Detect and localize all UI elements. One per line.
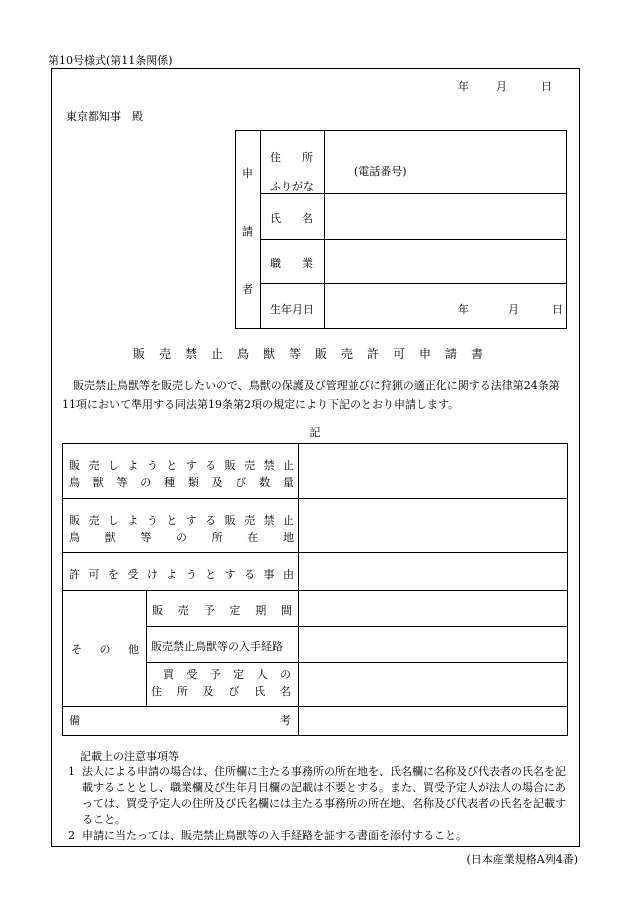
applicant-side-char: 者 — [242, 283, 253, 296]
name-label-char: 名 — [302, 212, 313, 225]
address-label-char: 所 — [302, 151, 313, 164]
applicant-side-char: 請 — [242, 225, 253, 238]
birth-day-label: 日 — [552, 303, 563, 316]
note-item — [68, 828, 568, 844]
furigana-label: ふりがな — [270, 180, 314, 193]
occupation-label-char: 職 — [270, 257, 281, 270]
acquisition-route-label: 販売禁止鳥獣等の入手経路 — [151, 640, 283, 653]
note-item — [68, 764, 568, 828]
applicant-box — [235, 130, 567, 329]
name-label-char: 氏 — [270, 212, 281, 225]
date-month-label: 月 — [496, 80, 507, 93]
species-quantity-label-line2: 鳥 獣 等 の 種 類 及 び 数 量 — [69, 476, 294, 489]
date-day-label: 日 — [541, 80, 552, 93]
birth-month-label: 月 — [508, 303, 519, 316]
buyer-label-line2: 住 所 及 び 氏 名 — [151, 685, 291, 698]
applicant-side-char: 申 — [242, 167, 253, 180]
application-details-table — [62, 443, 568, 736]
date-year-label: 年 — [458, 80, 469, 93]
note-number: 2 — [68, 829, 75, 842]
phone-number-label: (電話番号) — [354, 165, 407, 178]
sale-period-label: 販 売 予 定 期 間 — [152, 604, 292, 617]
location-label-line1: 販 売 し よ う と す る 販 売 禁 止 — [69, 514, 294, 527]
notes-heading: 記載上の注意事項等 — [80, 750, 179, 763]
application-statement: 販売禁止鳥獣等を販売したいので、鳥獣の保護及び管理並びに狩猟の適正化に関する法律第24条第11項において準用する同法第19条第2項の規定により下記のとおり申請します。 — [62, 379, 560, 411]
ki-heading: 記 — [309, 426, 321, 439]
occupation-label-char: 業 — [302, 257, 313, 270]
note-number: 1 — [68, 765, 75, 778]
other-label: そ の 他 — [71, 643, 139, 656]
document-title: 販売禁止鳥獣等販売許可申請書 — [132, 347, 497, 361]
note-text: 法人による申請の場合は、住所欄に主たる事務所の所在地を、氏名欄に名称及び代表者の氏名を記載することとし、職業欄及び生年月日欄の記載は不要とする。また、買受予定人が法人の場合にあっては、買受予定人の住所及び氏名欄には主たる事務所の所在地、名称及び代表者の氏名を記載すること。 — [82, 765, 566, 826]
reason-label: 許 可 を 受 け よ う と す る 事 由 — [69, 568, 294, 581]
location-label-line2: 鳥 獣 等 の 所 在 地 — [69, 531, 294, 544]
species-quantity-label-line1: 販 売 し よ う と す る 販 売 禁 止 — [69, 459, 294, 472]
paper-size-note: (日本産業規格A列4番) — [466, 853, 578, 866]
form-number-label: 第10号様式(第11条関係) — [48, 54, 173, 67]
birth-year-label: 年 — [458, 303, 469, 316]
birthdate-label: 生年月日 — [270, 303, 314, 316]
buyer-label-line1: 買 受 予 定 人 の — [163, 668, 291, 681]
note-text: 申請に当たっては、販売禁止鳥獣等の入手経路を証する書面を添付すること。 — [82, 829, 467, 842]
address-label-char: 住 — [270, 151, 281, 164]
remarks-label: 備 考 — [69, 714, 291, 727]
addressee: 東京都知事 殿 — [66, 110, 143, 123]
